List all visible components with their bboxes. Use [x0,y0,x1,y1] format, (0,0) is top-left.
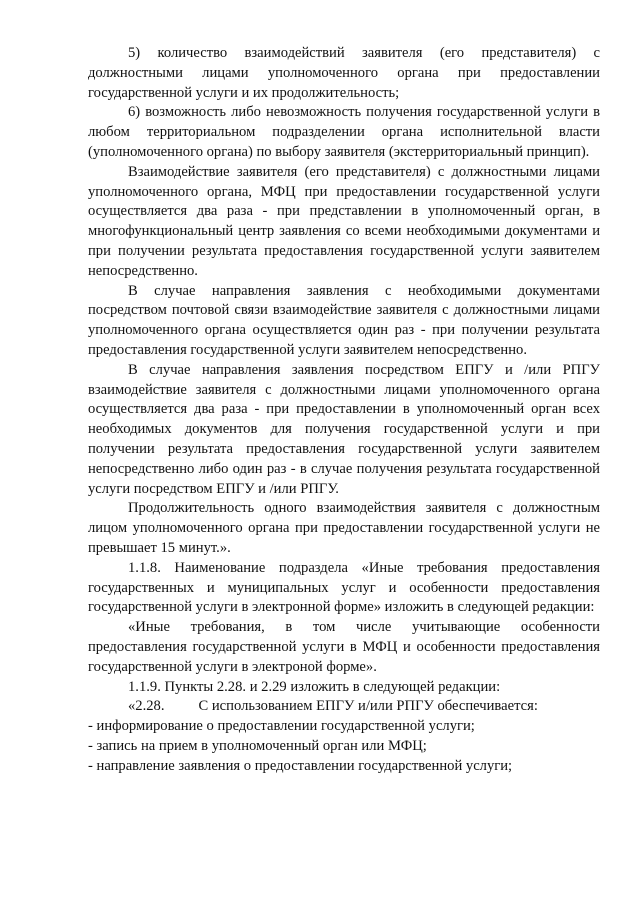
paragraph-item-6: 6) возможность либо невозможность получения государственной услуги в любом территориальном подразделении органа исполнительной власти (уполномоченного органа) по выбору заявителя (экстерриториальный принцип). [88,104,600,160]
clause-2-28 [88,697,600,717]
paragraph-1-1-9: 1.1.9. Пункты 2.28. и 2.29 изложить в следующей редакции: [128,678,501,695]
paragraph-item-5: 5) количество взаимодействий заявителя (его представителя) с должностными лицами уполномоченного органа при предоставлении государственной услуги и их продолжительность; [88,45,600,101]
paragraph-interaction-twice: Взаимодействие заявителя (его представителя) с должностными лицами уполномоченного органа, МФЦ при предоставлении государственной услуги осуществляется два раза - при представлении в уполномоченный орган, в многофункциональный центр заявления со всеми необходимыми документами и при получении результата предоставления государственной услуги заявителем непосредственно. [88,163,600,279]
document-page [88,44,600,776]
paragraph-duration: Продолжительность одного взаимодействия заявителя с должностным лицом уполномоченного органа при предоставлении государственной услуги не превышает 15 минут.». [88,500,600,556]
paragraph-quote-title: «Иные требования, в том числе учитывающие особенности предоставления государственной услуги в МФЦ и особенности предоставления государственной услуги в электроной форме». [88,619,600,675]
list-item-informing: - информирование о предоставлении государственной услуги; [88,718,475,735]
paragraph-epgu: В случае направления заявления посредством ЕПГУ и /или РПГУ взаимодействие заявителя с должностными лицами уполномоченного органа осуществляется два раза - при предоставлении в уполномоченный орган всех необходимых документов для получения государственной услуги и при получении результата предоставления государственной услуги заявителем непосредственно либо один раз - в случае получения результата государственной услуги посредством ЕПГУ и /или РПГУ. [88,361,600,497]
clause-text: С использованием ЕПГУ и/или РПГУ обеспечивается: [198,698,538,715]
list-item-appointment: - запись на прием в уполномоченный орган или МФЦ; [88,737,427,754]
paragraph-1-1-8: 1.1.8. Наименование подраздела «Иные требования предоставления государственных и муниципальных услуг и особенности предоставления государственной услуги в электронной форме» изложить в следующей редакции: [88,559,600,616]
paragraph-postal: В случае направления заявления с необходимыми документами посредством почтовой связи взаимодействие заявителя с должностными лицами уполномоченного органа осуществляется один раз - при получении результата предоставления государственной услуги заявителем непосредственно. [88,282,600,358]
list-item-application: - направление заявления о предоставлении государственной услуги; [88,757,513,774]
clause-number: «2.28. [128,698,165,715]
